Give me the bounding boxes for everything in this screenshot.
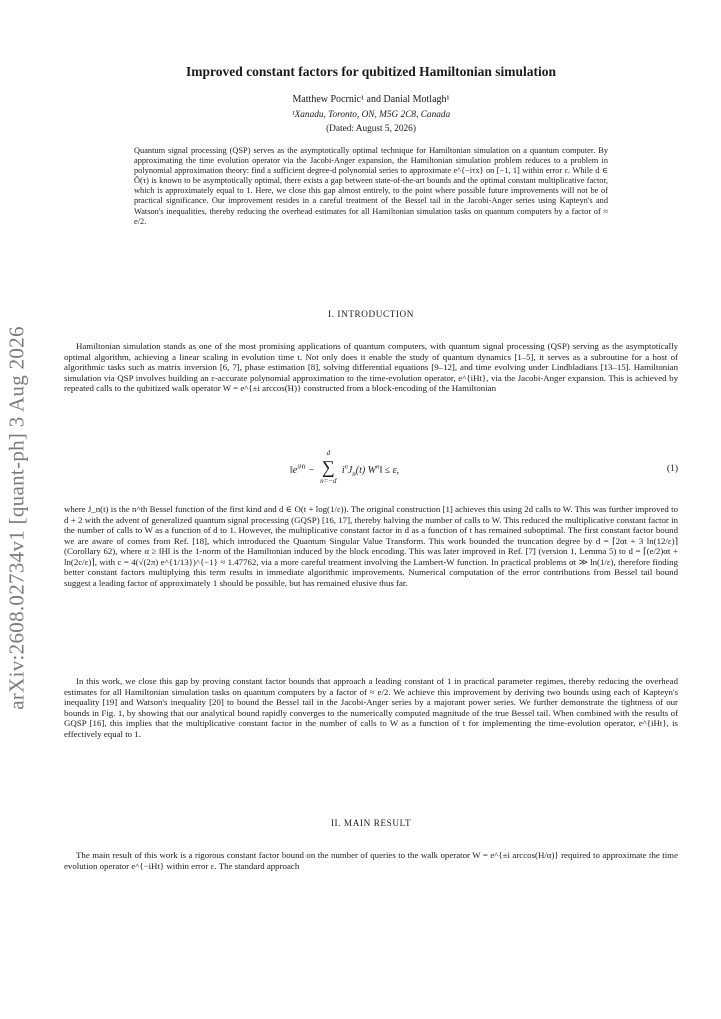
- main-result-paragraph-1: The main result of this work is a rigorous constant factor bound on the number of queries to the walk operator W = e^{±i arccos(H/α)} required to approximate the time evolution operator e^{−iHt} within error ε. The standard approach: [64, 850, 678, 871]
- paper-affiliation: ¹Xanadu, Toronto, ON, M5G 2C8, Canada: [291, 110, 451, 120]
- section-heading-introduction: I. INTRODUCTION: [327, 309, 415, 319]
- equation-1: [64, 449, 678, 494]
- equation-1-body: $‖e^{iHt}$ − d ∑ n=−d $i^nJ_n(t)$ $W^n‖ \le \varepsilon$,: [290, 449, 400, 485]
- intro-paragraph-1: Hamiltonian simulation stands as one of the most promising applications of quantum computers, with quantum signal processing (QSP) serving as the asymptotically optimal algorithm, achieving a linear scaling in evolution time t. Not only does it enable the study of quantum dynamics [1–5], it serves as a subroutine for a host of algorithmic tasks such as matrix inversion [6, 7], phase estimation [8], solving differential equations [9–12], and time evolving under Lindbladians [13–15]. Hamiltonian simulation via QSP involves building an ε-accurate polynomial approximation to the time-evolution operator, e^{iHt}, via the Jacobi-Anger expansion. This is achieved by repeated calls to the qubitized walk operator W = e^{±i arccos(H)} constructed from a block-encoding of the Hamiltonian: [64, 341, 678, 394]
- intro-paragraph-3: In this work, we close this gap by proving constant factor bounds that approach a leading constant of 1 in practical parameter regimes, thereby reducing the overhead estimates for all Hamiltonian simulation tasks on quantum computers by a factor of ≈ e/2. We achieve this improvement by deriving two bounds using each of Kapteyn's inequality [19] and Watson's inequality [20] to bound the Bessel tail in the Jacobi-Anger series by a majorant power series. We further demonstrate the tightness of our bounds in Fig. 1, by showing that our analytical bound rapidly converges to the numerically computed magnitude of the true Bessel tail. When combined with the results of GQSP [16], this implies that the multiplicative constant factor in the number of calls to W as a function of t for implementing the time-evolution operator, e^{iHt}, is effectively equal to 1.: [64, 676, 678, 739]
- paper-date: (Dated: August 5, 2026): [326, 124, 416, 134]
- arxiv-identifier-text: arXiv:2608.02734v1 [quant-ph] 3 Aug 2026: [4, 326, 29, 710]
- section-heading-main-result: II. MAIN RESULT: [330, 818, 412, 828]
- equation-number: (1): [666, 464, 678, 474]
- paper-title: Improved constant factors for qubitized Hamiltonian simulation: [185, 64, 557, 79]
- intro-paragraph-2: where J_n(t) is the n^th Bessel function of the first kind and d ∈ O(t + log(1/ε)). The original construction [1] achieves this using 2d calls to W. This was further improved to d + 2 with the advent of generalized quantum signal processing (GQSP) [16, 17], thereby halving the number of calls to W. This reduced the multiplicative constant factor in the number of calls to W as a function of d to 1. However, the multiplicative constant factor in d as a function of t has remained suboptimal. The first constant factor bound we are aware of comes from Ref. [18], which introduced the Quantum Singular Value Transform. This work bounded the truncation degree by d = ⌈2αt + 3 ln(12/ε)⌉ (Corollary 62), where α ≥ ‖H‖ is the 1-norm of the Hamiltonian induced by the block encoding. This was later improved in Ref. [7] (version 1, Lemma 5) to d = ⌈(e/2)αt + ln(2c/ε)⌉, with c = 4(√(2π) e^{1/13})^{−1} ≈ 1.47762, via a more careful treatment involving the Lambert-W function. In practical problems αt ≫ ln(1/ε), therefore finding better constant factors multiplying this term results in immediate algorithmic improvements. Numerical computation of the error contributions from Bessel tail bound suggest a leading factor of approximately 1 should be possible, but has remained elusive thus far.: [64, 504, 678, 588]
- abstract: Quantum signal processing (QSP) serves as the asymptotically optimal technique for Hamiltonian simulation on a quantum computer. By approximating the time evolution operator via the Jacobi-Anger expansion, the Hamiltonian simulation problem reduces to a problem in polynomial approximation theory: find a sufficient degree-d polynomial series to approximate e^{−iτx} on [−1, 1] within error ε. While d ∈ Õ(τ) is known to be asymptotically optimal, there exists a gap between state-of-the-art bounds and the optimal constant multiplicative factor, which is approximately equal to 1. Here, we close this gap almost entirely, to the point where possible future improvements will not be of practical significance. Our improvement resides in a careful treatment of the Bessel tail in the Jacobi-Anger series using Kapteyn's and Watson's inequalities, thereby reducing the overhead estimates for all Hamiltonian simulation tasks on quantum computers by a factor of ≈ e/2.: [134, 146, 608, 226]
- paper-authors: Matthew Pocrnic¹ and Danial Motlagh¹: [292, 94, 450, 105]
